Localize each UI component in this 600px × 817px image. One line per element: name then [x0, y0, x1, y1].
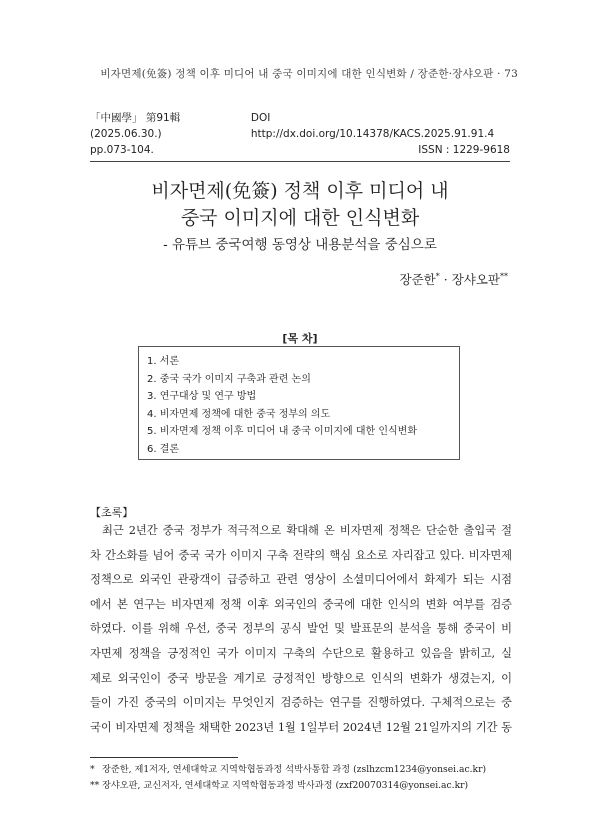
toc-item: 4. 비자면제 정책에 대한 중국 정부의 의도	[147, 408, 331, 420]
title-block	[0, 178, 600, 256]
abstract-line: 차 간소화를 넘어 중국 국가 이미지 구축 전략의 핵심 요소로 자리잡고 있다. 비자면제	[90, 548, 512, 562]
author-separator: ·	[439, 272, 452, 287]
toc-item: 3. 연구대상 및 연구 방법	[147, 391, 257, 402]
abstract-line: 에서 본 연구는 비자면제 정책 이후 외국인의 중국에 대한 인식의 변화 여부를 검증	[90, 597, 512, 611]
footnote-author-2	[90, 778, 520, 794]
toc-item: 1. 서론	[147, 356, 180, 367]
author-2: 장샤오판	[451, 272, 500, 287]
metadata-divider	[90, 161, 510, 162]
abstract-label: 【초록】	[90, 506, 134, 519]
footnote-mark: **	[90, 780, 100, 791]
abstract-line: 정책으로 외국인 관광객이 급증하고 관련 영상이 소셜미디어에서 화제가 되는 시점	[90, 573, 512, 587]
footnote-divider	[90, 757, 238, 758]
paper-subtitle: - 유튜브 중국여행 동영상 내용분석을 중심으로	[163, 237, 437, 253]
paper-title-line-2: 중국 이미지에 대한 인식변화	[180, 207, 420, 229]
abstract-line: 하였다. 이를 위해 우선, 중국 정부의 공식 발언 및 발표문의 분석을 통해 중국이 비	[90, 622, 512, 636]
abstract-line: 자면제 정책을 긍정적인 국가 이미지 구축의 수단으로 활용하고 있음을 밝히고, 실	[90, 646, 512, 660]
paper-title-line-1: 비자면제(免簽) 정책 이후 미디어 내	[151, 180, 449, 202]
author-1: 장준한	[399, 272, 436, 287]
journal-citation: 「中國學」 第91輯 (2025.06.30.)	[90, 112, 181, 140]
running-head: 비자면제(免簽) 정책 이후 미디어 내 중국 이미지에 대한 인식변화 / 장준한·장샤오판 · 73	[100, 68, 518, 80]
toc-heading: [목 차]	[282, 332, 318, 345]
abstract-line: 국이 비자면제 정책을 채택한 2023년 1월 1일부터 2024년 12월 21일까지의 기간 동	[90, 720, 512, 734]
abstract-line: 들이 가진 중국의 이미지는 무엇인지 검증하는 연구를 진행하였다. 구체적으로는 중	[90, 696, 512, 710]
doi-link[interactable]: DOI http://dx.doi.org/10.14378/KACS.2025.91.91.4	[250, 112, 495, 140]
footnote-text: 장샤오판, 교신저자, 연세대학교 지역학협동과정 박사과정 (zxf20070314@yonsei.ac.kr)	[102, 780, 469, 791]
toc-item: 5. 비자면제 정책 이후 미디어 내 중국 이미지에 대한 인식변화	[147, 426, 417, 437]
table-of-contents	[138, 346, 460, 460]
abstract-line: 제로 외국인이 중국 방문을 계기로 긍정적인 방향으로 인식의 변화가 생겼는지, 이	[90, 671, 512, 685]
author-1-footnote-mark: *	[435, 271, 440, 281]
abstract-body	[90, 519, 512, 740]
toc-item: 6. 결론	[147, 443, 180, 455]
abstract-line: 최근 2년간 중국 정부가 적극적으로 확대해 온 비자면제 정책은 단순한 출입국 절	[102, 524, 512, 537]
footnotes	[90, 762, 520, 794]
author-2-footnote-mark: **	[500, 271, 508, 281]
article-metadata	[90, 110, 510, 162]
footnote-mark: *	[90, 764, 95, 775]
author-line	[400, 270, 508, 288]
footnote-text: 장준한, 제1저자, 연세대학교 지역학협동과정 석박사통합 과정 (zslhzcm1234@yonsei.ac.kr)	[102, 764, 487, 775]
footnote-author-1	[90, 762, 520, 778]
issn: ISSN : 1229-9618	[418, 144, 510, 156]
page-range: pp.073-104.	[90, 144, 154, 156]
toc-item: 2. 중국 국가 이미지 구축과 관련 논의	[147, 373, 311, 385]
